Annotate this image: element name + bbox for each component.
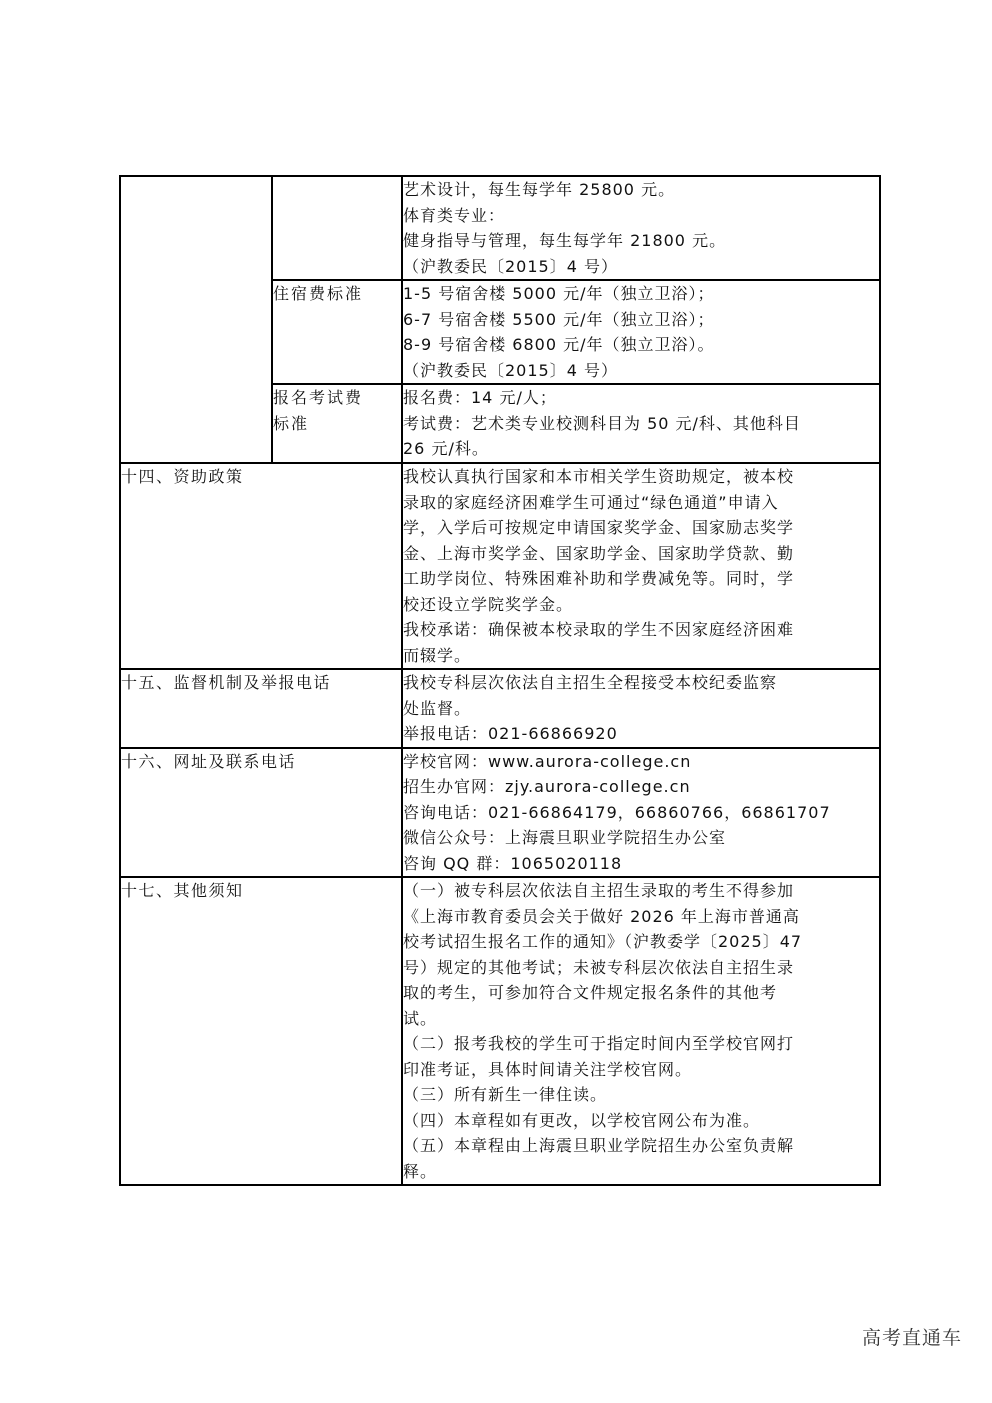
text-line: 6-7 号宿舍楼 5500 元/年（独立卫浴）； bbox=[403, 309, 715, 329]
table-row-contact bbox=[120, 748, 880, 878]
exam-fee-label bbox=[272, 384, 402, 463]
table-row-other-notes bbox=[120, 877, 880, 1185]
aid-policy-label: 十四、资助政策 bbox=[120, 463, 402, 669]
table-row-aid-policy bbox=[120, 463, 880, 669]
text-line: 我校认真执行国家和本市相关学生资助规定，被本校 bbox=[403, 467, 795, 486]
exam-fee-label-line: 标准 bbox=[273, 413, 310, 433]
text-line: 体育类专业： bbox=[403, 205, 506, 225]
admission-website: 招生办官网：zjy.aurora-college.cn bbox=[403, 777, 691, 796]
text-line: （沪教委民〔2015〕4 号） bbox=[403, 360, 618, 380]
report-phone: 举报电话：021-66866920 bbox=[403, 724, 618, 743]
supervision-content-cell bbox=[402, 669, 880, 748]
text-line: 金、上海市奖学金、国家助学金、国家助学贷款、勤 bbox=[403, 543, 795, 563]
text-line: （三）所有新生一律住读。 bbox=[403, 1085, 608, 1104]
dorm-fee-content-cell bbox=[402, 280, 880, 384]
text-line: 8-9 号宿舍楼 6800 元/年（独立卫浴）。 bbox=[403, 335, 715, 354]
text-line: （五）本章程由上海震旦职业学院招生办公室负责解 bbox=[403, 1136, 795, 1155]
text-line: 我校专科层次依法自主招生全程接受本校纪委监察 bbox=[403, 673, 778, 692]
text-line: （四）本章程如有更改，以学校官网公布为准。 bbox=[403, 1110, 761, 1130]
dorm-fee-label: 住宿费标准 bbox=[272, 280, 402, 384]
text-line: 工助学岗位、特殊困难补助和学费减免等。同时，学 bbox=[403, 569, 795, 588]
text-line: 26 元/科。 bbox=[403, 439, 489, 458]
text-line: 艺术设计，每生每学年 25800 元。 bbox=[403, 180, 676, 199]
text-line: 我校承诺：确保被本校录取的学生不因家庭经济困难 bbox=[403, 620, 795, 639]
text-line: 而辍学。 bbox=[403, 645, 472, 665]
tuition-content-cell bbox=[402, 176, 880, 280]
text-line: 考试费：艺术类专业校测科目为 50 元/科、其他科目 bbox=[403, 413, 801, 433]
text-line: 报名费：14 元/人； bbox=[403, 388, 557, 407]
table-row-supervision bbox=[120, 669, 880, 748]
text-line: 试。 bbox=[403, 1008, 438, 1028]
consult-phone: 咨询电话：021-66864179，66860766，66861707 bbox=[403, 802, 831, 822]
wechat-account: 微信公众号：上海震旦职业学院招生办公室 bbox=[403, 828, 727, 847]
text-line: 印准考证，具体时间请关注学校官网。 bbox=[403, 1059, 693, 1079]
text-line: 1-5 号宿舍楼 5000 元/年（独立卫浴）； bbox=[403, 284, 715, 303]
text-line: 取的考生，可参加符合文件规定报名条件的其他考 bbox=[403, 983, 778, 1002]
text-line: （二）报考我校的学生可于指定时间内至学校官网打 bbox=[403, 1034, 795, 1053]
text-line: 释。 bbox=[403, 1161, 438, 1181]
text-line: （沪教委民〔2015〕4 号） bbox=[403, 256, 618, 276]
supervision-label: 十五、监督机制及举报电话 bbox=[120, 669, 402, 748]
fees-section-label-cell bbox=[120, 176, 272, 463]
text-line: 校考试招生报名工作的通知》（沪教委学〔2025〕47 bbox=[403, 932, 803, 951]
text-line: 《上海市教育委员会关于做好 2026 年上海市普通高 bbox=[403, 906, 800, 926]
admission-rules-table bbox=[119, 175, 881, 1186]
tuition-sub-label-cell bbox=[272, 176, 402, 280]
text-line: 学，入学后可按规定申请国家奖学金、国家励志奖学 bbox=[403, 518, 795, 537]
other-notes-label: 十七、其他须知 bbox=[120, 877, 402, 1185]
text-line: 健身指导与管理，每生每学年 21800 元。 bbox=[403, 231, 727, 250]
qq-group: 咨询 QQ 群：1065020118 bbox=[403, 853, 623, 873]
other-notes-content-cell bbox=[402, 877, 880, 1185]
contact-content-cell bbox=[402, 748, 880, 878]
text-line: 录取的家庭经济困难学生可通过“绿色通道”申请入 bbox=[403, 492, 779, 512]
aid-policy-content-cell bbox=[402, 463, 880, 669]
school-website: 学校官网：www.aurora-college.cn bbox=[403, 751, 692, 771]
watermark-text: 高考直通车 bbox=[861, 1327, 962, 1349]
text-line: 处监督。 bbox=[403, 698, 472, 718]
exam-fee-label-line: 报名考试费 bbox=[273, 388, 364, 407]
table-row-tuition-continued bbox=[120, 176, 880, 280]
contact-label: 十六、网址及联系电话 bbox=[120, 748, 402, 878]
text-line: （一）被专科层次依法自主招生录取的考生不得参加 bbox=[403, 881, 795, 900]
text-line: 号）规定的其他考试；未被专科层次依法自主招生录 bbox=[403, 957, 795, 977]
exam-fee-content-cell bbox=[402, 384, 880, 463]
text-line: 校还设立学院奖学金。 bbox=[403, 594, 574, 614]
